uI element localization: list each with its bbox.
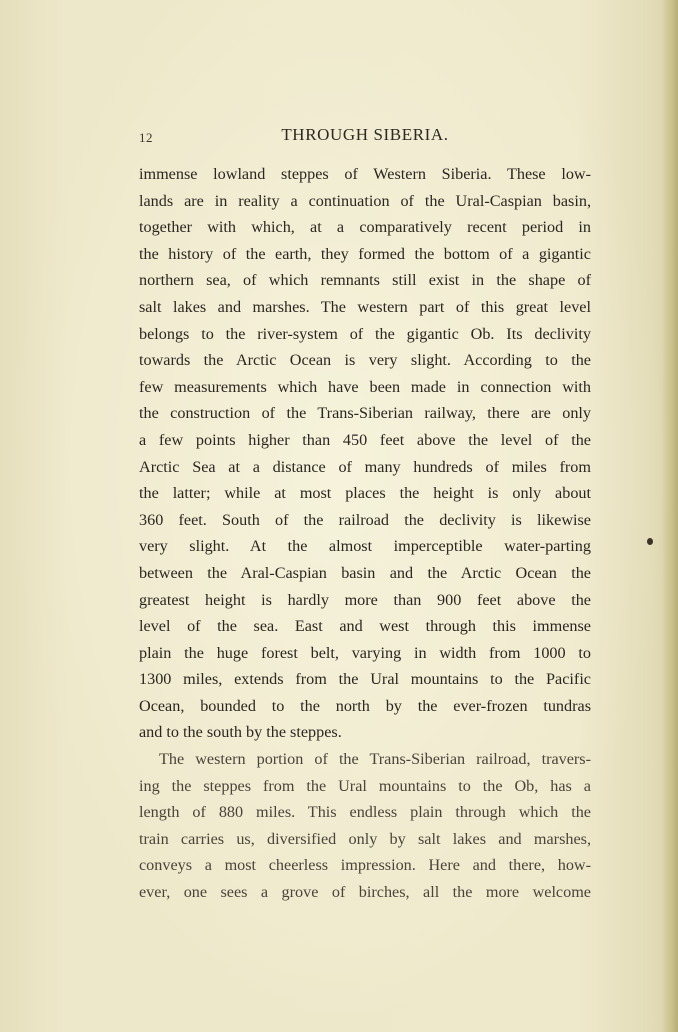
text-line: ever, one sees a grove of birches, all the more welcome: [139, 883, 591, 902]
text-line: immense lowland steppes of Western Siberia. These low-: [139, 165, 591, 183]
text-line: 360 feet. South of the railroad the declivity is likewise: [139, 510, 591, 529]
text-line: salt lakes and marshes. The western part of this great level: [139, 297, 591, 316]
running-head: THROUGH SIBERIA.: [281, 125, 449, 144]
text-line: together with which, at a comparatively recent period in: [139, 218, 591, 237]
text-line: train carries us, diversified only by salt lakes and marshes,: [139, 829, 591, 848]
text-line: Ocean, bounded to the north by the ever-frozen tundras: [139, 696, 591, 715]
text-line: 1300 miles, extends from the Ural mountains to the Pacific: [139, 670, 591, 689]
text-line: towards the Arctic Ocean is very slight. According to the: [139, 351, 591, 370]
text-line: plain the huge forest belt, varying in width from 1000 to: [139, 643, 591, 662]
text-line: between the Aral-Caspian basin and the Arctic Ocean the: [139, 563, 591, 582]
page-edge: [662, 0, 678, 1032]
text-line: very slight. At the almost imperceptible water-parting: [139, 537, 591, 556]
text-line: greatest height is hardly more than 900 feet above the: [139, 590, 591, 609]
paragraph-1: [139, 161, 591, 746]
paragraph-2: [139, 746, 591, 906]
body-text: [139, 161, 591, 906]
page-header: [139, 125, 591, 149]
text-line: conveys a most cheerless impression. Here and there, how-: [139, 856, 591, 875]
text-line: Arctic Sea at a distance of many hundreds of miles from: [139, 457, 591, 476]
text-line: the construction of the Trans-Siberian railway, there are only: [139, 404, 591, 423]
text-line: the history of the earth, they formed the bottom of a gigantic: [139, 244, 591, 263]
text-line: northern sea, of which remnants still exist in the shape of: [139, 271, 591, 290]
text-line: level of the sea. East and west through this immense: [139, 617, 591, 636]
text-line: a few points higher than 450 feet above the level of the: [139, 430, 591, 449]
text-line: The western portion of the Trans-Siberian railroad, travers-: [159, 750, 591, 769]
text-line: few measurements which have been made in connection with: [139, 377, 591, 396]
text-line: the latter; while at most places the height is only about: [139, 484, 591, 503]
text-line: length of 880 miles. This endless plain through which the: [139, 803, 591, 822]
text-line: and to the south by the steppes.: [139, 723, 342, 742]
text-line: belongs to the river-system of the gigantic Ob. Its declivity: [139, 324, 591, 343]
text-line: ing the steppes from the Ural mountains to the Ob, has a: [139, 776, 591, 795]
ink-spot: [647, 538, 653, 545]
text-line: lands are in reality a continuation of the Ural-Caspian basin,: [139, 191, 591, 210]
page-number: 12: [139, 130, 153, 145]
